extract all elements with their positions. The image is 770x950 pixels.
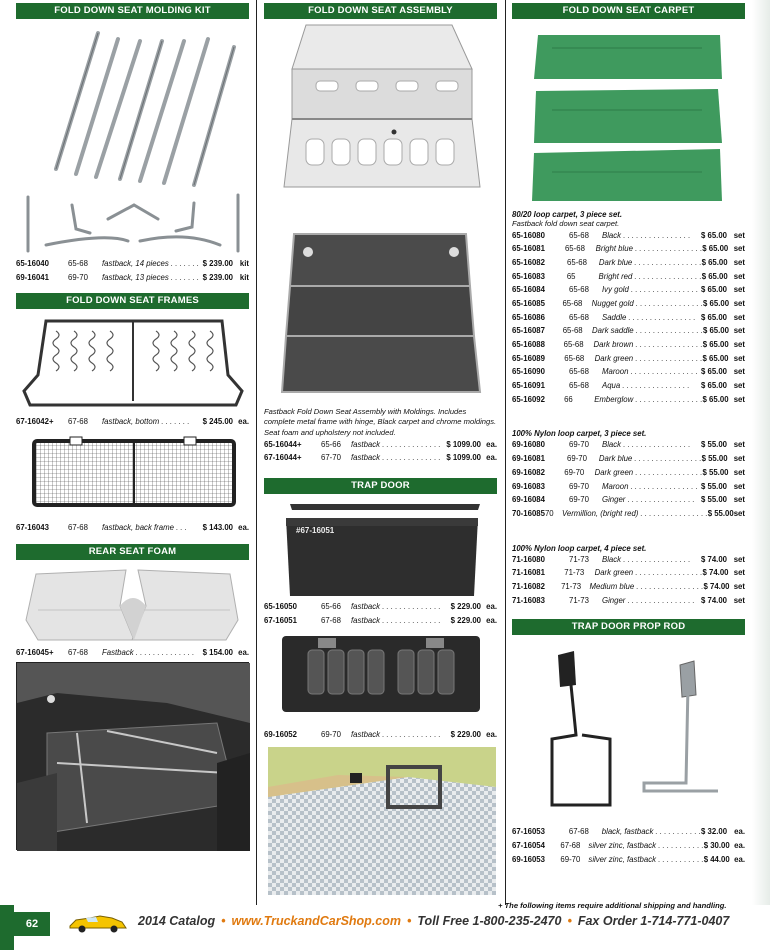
part-number: 65-16083	[512, 271, 545, 281]
column-left	[16, 0, 249, 850]
unit: ea.	[486, 453, 497, 463]
table-row	[512, 580, 745, 594]
molding-kit-image	[16, 19, 249, 257]
part-number: 65-16081	[512, 244, 545, 254]
table-row	[512, 256, 745, 270]
page-edge-shade	[752, 0, 770, 905]
description: fastback, bottom . . . . . . .	[102, 417, 190, 427]
description: Dark brown . . . . . . . . . . . . . . . .	[593, 340, 703, 349]
description: Saddle . . . . . . . . . . . . . . . .	[602, 312, 696, 322]
unit: ea.	[486, 601, 497, 611]
unit: set	[733, 271, 746, 281]
price: $ 65.00	[700, 230, 727, 240]
table-row	[16, 521, 249, 535]
description: Black . . . . . . . . . . . . . . . .	[602, 554, 691, 564]
price: $ 65.00	[702, 340, 729, 349]
part-number: 71-16081	[512, 568, 545, 578]
part-number: 67-16054	[512, 841, 545, 850]
part-number: 67-16043	[16, 523, 49, 533]
table-row	[16, 271, 249, 285]
part-number: 71-16080	[512, 554, 545, 564]
table-row	[264, 600, 497, 614]
price: $ 65.00	[703, 298, 730, 308]
table-row	[512, 566, 745, 580]
description: Fastback . . . . . . . . . . . . . .	[102, 647, 195, 657]
carpet-group-subtitle: Fastback fold down seat carpet.	[512, 219, 620, 228]
unit: set	[733, 581, 745, 591]
unit: ea.	[238, 523, 249, 533]
column-middle	[264, 0, 497, 895]
page-number: 62	[14, 912, 50, 936]
part-number: 65-16087	[512, 326, 545, 336]
price: $ 1099.00	[446, 453, 481, 463]
part-number: 71-16082	[512, 581, 545, 591]
section-header: FOLD DOWN SEAT MOLDING KIT	[16, 3, 249, 19]
years: 65-68	[569, 312, 589, 322]
description: fastback . . . . . . . . . . . . . .	[351, 453, 441, 463]
table-row	[264, 728, 497, 742]
description: Medium blue . . . . . . . . . . . . . . . .	[589, 581, 704, 591]
description: Dark blue . . . . . . . . . . . . . . . .	[598, 454, 702, 464]
price: $ 65.00	[700, 367, 727, 377]
table-row	[512, 283, 745, 297]
table-row	[512, 438, 745, 452]
description: Ivy gold . . . . . . . . . . . . . . . .	[602, 285, 699, 295]
years: 65	[566, 271, 576, 281]
part-number: 65-16085	[512, 298, 545, 308]
years: 65-68	[569, 367, 589, 377]
part-number: 69-16041	[16, 272, 49, 282]
carpet-group-title: 80/20 loop carpet, 3 piece set.	[512, 210, 623, 219]
table-row	[264, 451, 497, 465]
trap-door-installed-photo	[268, 747, 496, 895]
part-number: 65-16086	[512, 312, 545, 322]
years: 71-73	[569, 554, 589, 564]
price: $ 65.00	[700, 381, 727, 391]
price: $ 65.00	[701, 257, 728, 267]
unit: set	[733, 340, 745, 349]
seat-back-frame-image	[16, 433, 249, 519]
column-divider	[256, 0, 257, 905]
column-divider	[505, 0, 506, 905]
unit: set	[733, 285, 745, 295]
price: $ 55.00	[702, 467, 729, 477]
description: Bright red . . . . . . . . . . . . . . . .	[598, 271, 702, 281]
price: $ 143.00	[202, 523, 233, 533]
price: $ 74.00	[703, 581, 730, 591]
years: 67-68	[568, 827, 589, 837]
description: silver zinc, fastback . . . . . . . . . . .	[588, 841, 704, 850]
price: $ 65.00	[702, 353, 729, 363]
assembly-note: Seat foam and upholstery not included.	[264, 428, 396, 437]
unit: set	[733, 230, 745, 240]
carpet-group-title: 100% Nylon loop carpet, 3 piece set.	[512, 429, 647, 439]
description: Dark green . . . . . . . . . . . . . . . .	[594, 568, 703, 578]
table-row	[512, 338, 745, 352]
shipping-note: + The following items require additional shipping and handling.	[498, 901, 727, 910]
description: fastback, 13 pieces . . . . . . .	[102, 272, 200, 282]
part-number: 65-16092	[512, 394, 545, 404]
years: 65-68	[562, 326, 583, 336]
price: $ 239.00	[202, 272, 233, 282]
years: 65-68	[564, 244, 585, 254]
table-row	[16, 257, 249, 271]
table-row	[512, 229, 745, 243]
table-row	[512, 839, 745, 853]
part-number: 67-16051	[264, 615, 297, 625]
description: fastback, 14 pieces . . . . . . .	[102, 259, 200, 268]
years: 69-70	[569, 440, 589, 450]
years: 67-68	[560, 841, 581, 850]
table-row	[512, 452, 745, 466]
part-number: 67-16042+	[16, 417, 54, 427]
years: 65-66	[321, 439, 341, 449]
years: 65-66	[321, 601, 341, 611]
table-row	[512, 270, 745, 284]
unit: ea.	[486, 615, 497, 625]
table-row	[512, 825, 745, 839]
description: black, fastback . . . . . . . . . . .	[601, 827, 702, 837]
trap-door-image	[264, 500, 497, 600]
assembly-desc-text: Fastback Fold Down Seat Assembly with Moldings. Includes complete metal frame with hinge, Black carpet and chrome moldings.	[264, 407, 497, 426]
description: Bright blue . . . . . . . . . . . . . . . .	[595, 244, 703, 254]
price: $ 239.00	[202, 259, 233, 268]
catalog-year: 2014 Catalog	[138, 914, 216, 928]
price: $ 55.00	[701, 454, 728, 464]
unit: ea.	[486, 439, 497, 449]
unit: set	[733, 481, 745, 491]
table-row	[512, 393, 745, 407]
part-number: 67-16045+	[16, 647, 54, 657]
unit: set	[733, 454, 745, 464]
description: Vermillion, (bright red) . . . . . . . . . . . . . . . .	[561, 508, 708, 518]
molding-kit-list	[16, 257, 249, 284]
years: 65-68	[569, 230, 589, 240]
years: 69-70	[564, 467, 585, 477]
section-header: REAR SEAT FOAM	[16, 544, 249, 560]
table-row	[264, 614, 497, 628]
part-number: 67-16044+	[264, 453, 302, 463]
unit: set	[733, 495, 745, 505]
part-number: 69-16053	[512, 854, 545, 864]
carpet-set-image	[512, 19, 745, 204]
unit: set	[733, 326, 745, 336]
trap-door-image-label: #67-16051	[296, 525, 335, 535]
part-number: 65-16050	[264, 601, 297, 611]
description: fastback, back frame . . .	[102, 523, 187, 533]
price: $ 65.00	[701, 271, 728, 281]
unit: set	[733, 554, 745, 564]
price: $ 55.00	[700, 481, 727, 491]
years: 69-70	[569, 481, 589, 491]
years: 67-68	[321, 615, 341, 625]
unit: set	[733, 595, 745, 605]
unit: set	[733, 367, 745, 377]
unit: kit	[239, 259, 249, 268]
table-row	[512, 493, 745, 507]
description: Dark green . . . . . . . . . . . . . . . .	[594, 353, 703, 363]
description: Ginger . . . . . . . . . . . . . . . .	[602, 595, 695, 605]
years: 67-68	[68, 647, 88, 657]
description: silver zinc, fastback . . . . . . . . . . .	[588, 854, 704, 864]
table-row	[512, 853, 745, 867]
unit: ea.	[734, 854, 745, 864]
unit: set	[733, 467, 746, 477]
price: $ 65.00	[702, 394, 729, 404]
footer-green-bar	[0, 905, 14, 950]
part-number: 65-16080	[512, 230, 545, 240]
description: Dark saddle . . . . . . . . . . . . . . . .	[592, 326, 703, 336]
description: Dark blue . . . . . . . . . . . . . . . .	[598, 257, 702, 267]
years: 67-68	[68, 523, 88, 533]
price: $ 65.00	[702, 244, 729, 254]
price: $ 55.00	[700, 440, 727, 450]
years: 65-68	[563, 340, 584, 349]
unit: kit	[239, 272, 249, 282]
prop-rod-image	[512, 635, 745, 825]
section-header: TRAP DOOR PROP ROD	[512, 619, 745, 635]
part-number: 69-16052	[264, 730, 297, 740]
price: $ 32.00	[701, 827, 728, 837]
table-row	[512, 507, 745, 521]
unit: set	[733, 312, 745, 322]
price: $ 1099.00	[446, 439, 481, 449]
part-number: 69-16082	[512, 467, 545, 477]
table-row	[16, 646, 249, 660]
unit: set	[733, 508, 745, 518]
price: $ 74.00	[700, 554, 727, 564]
price: $ 55.00	[700, 495, 727, 505]
table-row	[512, 379, 745, 393]
part-number: 71-16083	[512, 595, 545, 605]
unit: set	[733, 244, 745, 254]
footer-contact: 2014 Catalog • www.TruckandCarShop.com • Toll Free 1-800-235-2470 • Fax Order 1-714-771-0407	[138, 914, 730, 928]
years: 65-68	[569, 285, 589, 295]
price: $ 229.00	[450, 601, 481, 611]
description: fastback . . . . . . . . . . . . . .	[351, 730, 441, 740]
part-number: 65-16088	[512, 340, 545, 349]
years: 65-68	[567, 257, 587, 267]
section-header: TRAP DOOR	[264, 478, 497, 494]
trap-door-back-image	[278, 632, 484, 716]
table-row	[512, 311, 745, 325]
description: Dark green . . . . . . . . . . . . . . . .	[594, 467, 703, 477]
part-number: 69-16084	[512, 495, 545, 505]
table-row	[512, 297, 745, 311]
years: 71-73	[564, 568, 585, 578]
description: Black . . . . . . . . . . . . . . . .	[602, 440, 691, 450]
unit: set	[733, 353, 746, 363]
section-header: FOLD DOWN SEAT ASSEMBLY	[264, 3, 497, 19]
table-row	[264, 438, 497, 452]
seat-assembly-carpeted-image	[274, 226, 488, 401]
prop-rod-list	[512, 825, 745, 866]
years: 67-68	[68, 417, 88, 427]
unit: ea.	[238, 417, 249, 427]
part-number: 65-16090	[512, 367, 545, 377]
unit: set	[733, 394, 745, 404]
assembly-description	[264, 407, 497, 438]
description: fastback . . . . . . . . . . . . . .	[351, 439, 441, 449]
carpet-list-nylon-4pc	[512, 553, 745, 608]
unit: set	[733, 257, 745, 267]
website-link[interactable]: www.TruckandCarShop.com	[231, 914, 401, 928]
years: 69-70	[569, 495, 589, 505]
table-row	[512, 594, 745, 608]
description: Ginger . . . . . . . . . . . . . . . .	[602, 495, 695, 505]
unit: set	[733, 440, 745, 450]
part-number: 65-16084	[512, 285, 545, 295]
fax-number: Fax Order 1-714-771-0407	[577, 914, 730, 928]
part-number: 69-16080	[512, 440, 545, 450]
part-number: 69-16081	[512, 454, 545, 464]
seat-bottom-frame-image	[16, 309, 249, 415]
rear-seat-foam-image	[16, 560, 249, 646]
description: Maroon . . . . . . . . . . . . . . . .	[602, 481, 698, 491]
column-right	[512, 0, 745, 866]
years: 71-73	[569, 595, 589, 605]
table-row	[16, 415, 249, 429]
description: fastback . . . . . . . . . . . . . .	[351, 601, 441, 611]
price: $ 245.00	[202, 417, 233, 427]
description: Emberglow . . . . . . . . . . . . . . . .	[594, 394, 703, 404]
years: 69-70	[68, 272, 88, 282]
section-header: FOLD DOWN SEAT CARPET	[512, 3, 745, 19]
price: $ 30.00	[703, 841, 730, 850]
table-row	[512, 466, 745, 480]
table-row	[512, 242, 745, 256]
description: fastback . . . . . . . . . . . . . .	[351, 615, 441, 625]
part-number: 65-16082	[512, 257, 545, 267]
unit: set	[733, 298, 745, 308]
years: 71-73	[561, 581, 582, 591]
years: 65-68	[68, 259, 88, 268]
unit: ea.	[734, 827, 745, 837]
description: Aqua . . . . . . . . . . . . . . . .	[602, 381, 690, 391]
years: 65-68	[564, 353, 585, 363]
part-number: 65-16089	[512, 353, 545, 363]
section-header: FOLD DOWN SEAT FRAMES	[16, 293, 249, 309]
years: 69-70	[567, 454, 587, 464]
unit: set	[733, 381, 745, 391]
table-row	[512, 352, 745, 366]
years: 70	[544, 508, 554, 518]
years: 67-70	[321, 453, 341, 463]
part-number: 69-16083	[512, 481, 545, 491]
toll-free-number: Toll Free 1-800-235-2470	[417, 914, 562, 928]
price: $ 74.00	[702, 568, 729, 578]
description: Maroon . . . . . . . . . . . . . . . .	[602, 367, 698, 377]
unit: ea.	[734, 841, 745, 850]
carpet-group-title: 100% Nylon loop carpet, 4 piece set.	[512, 543, 647, 553]
car-logo-icon	[66, 912, 130, 936]
carpet-list-80-20	[512, 229, 745, 407]
part-number: 65-16091	[512, 381, 545, 391]
table-row	[512, 480, 745, 494]
table-row	[512, 324, 745, 338]
unit: set	[733, 568, 746, 578]
description: Black . . . . . . . . . . . . . . . .	[602, 230, 691, 240]
seat-assembly-open-image	[276, 19, 486, 199]
years: 65-68	[562, 298, 583, 308]
installed-seat-photo	[16, 662, 249, 850]
price: $ 44.00	[703, 854, 730, 864]
part-number: 65-16044+	[264, 439, 302, 449]
unit: ea.	[238, 647, 249, 657]
price: $ 229.00	[450, 615, 481, 625]
description: Nugget gold . . . . . . . . . . . . . . . .	[591, 298, 704, 308]
part-number: 65-16040	[16, 259, 49, 268]
price: $ 55.00	[707, 508, 734, 518]
part-number: 70-16085	[512, 508, 545, 518]
years: 69-70	[321, 730, 341, 740]
years: 69-70	[560, 854, 581, 864]
years: 66	[564, 394, 573, 404]
price: $ 65.00	[700, 285, 727, 295]
price: $ 65.00	[702, 326, 729, 336]
price: $ 74.00	[700, 595, 727, 605]
carpet-list-nylon-3pc	[512, 438, 745, 520]
price: $ 229.00	[450, 730, 481, 740]
table-row	[512, 553, 745, 567]
table-row	[512, 365, 745, 379]
price: $ 65.00	[700, 312, 727, 322]
unit: ea.	[486, 730, 497, 740]
part-number: 67-16053	[512, 827, 545, 837]
price: $ 154.00	[202, 647, 233, 657]
years: 65-68	[569, 381, 589, 391]
